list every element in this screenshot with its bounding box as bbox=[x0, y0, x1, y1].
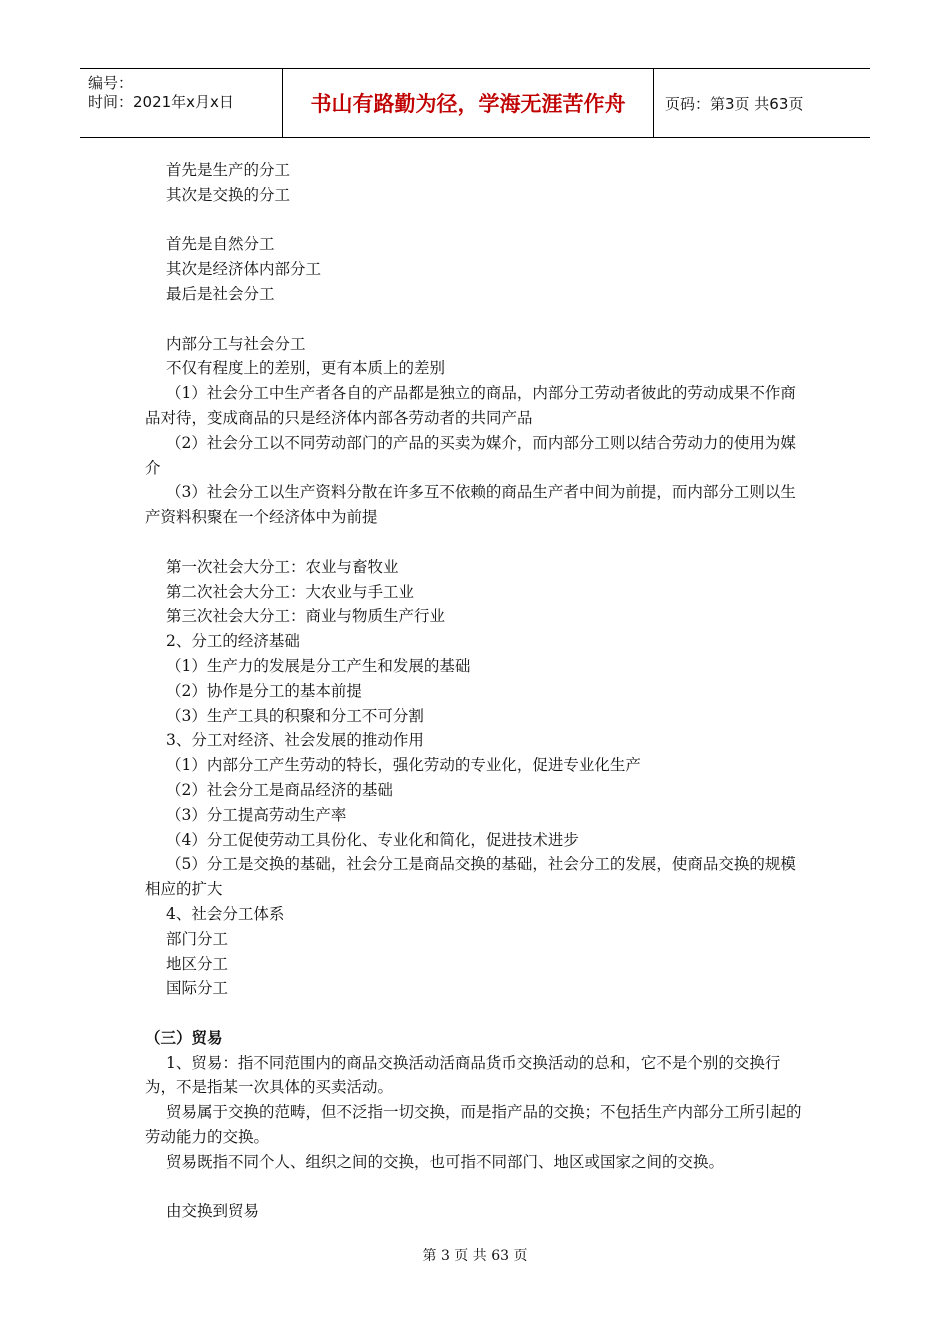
paragraph: （1）生产力的发展是分工产生和发展的基础 bbox=[166, 656, 471, 675]
paragraph: 地区分工 bbox=[166, 954, 229, 973]
paragraph: （3）分工提高劳动生产率 bbox=[166, 805, 347, 824]
document-body bbox=[145, 158, 805, 1224]
section-heading: （三）贸易 bbox=[145, 1027, 223, 1047]
paragraph: （5）分工是交换的基础，社会分工是商品交换的基础，社会分工的发展，使商品交换的规模相应的扩大 bbox=[145, 855, 796, 899]
paragraph: 第二次社会大分工：大农业与手工业 bbox=[166, 582, 415, 601]
paragraph: （1）内部分工产生劳动的特长，强化劳动的专业化，促进专业化生产 bbox=[166, 756, 641, 775]
paragraph: （4）分工促使劳动工具份化、专业化和简化，促进技术进步 bbox=[166, 830, 579, 849]
paragraph: 第一次社会大分工：农业与畜牧业 bbox=[166, 557, 399, 576]
paragraph: （2）社会分工是商品经济的基础 bbox=[166, 780, 393, 799]
paragraph: （3）生产工具的积聚和分工不可分割 bbox=[166, 706, 424, 725]
paragraph: 其次是交换的分工 bbox=[166, 185, 291, 204]
page-footer: 第 3 页 共 63 页 bbox=[422, 1248, 528, 1264]
paragraph: 国际分工 bbox=[166, 979, 229, 998]
paragraph: 由交换到贸易 bbox=[166, 1202, 260, 1221]
header-meta bbox=[80, 69, 280, 137]
paragraph: 首先是生产的分工 bbox=[166, 161, 291, 179]
header-page-info: 页码：第3页 共63页 bbox=[665, 94, 804, 113]
header-motto: 书山有路勤为径，学海无涯苦作舟 bbox=[282, 69, 654, 137]
paragraph: 第三次社会大分工：商业与物质生产行业 bbox=[166, 607, 446, 626]
paragraph: 不仅有程度上的差别，更有本质上的差别 bbox=[166, 359, 446, 378]
page-header bbox=[80, 68, 870, 138]
section-heading: 4、社会分工体系 bbox=[166, 904, 285, 923]
paragraph: 贸易属于交换的范畴，但不泛指一切交换，而是指产品的交换；不包括生产内部分工所引起的劳动能力的交换。 bbox=[145, 1103, 802, 1147]
paragraph: （2）社会分工以不同劳动部门的产品的买卖为媒介，而内部分工则以结合劳动力的使用为媒介 bbox=[145, 433, 796, 477]
date-label: 时间：2021年x月x日 bbox=[88, 93, 234, 111]
paragraph: 首先是自然分工 bbox=[166, 235, 275, 254]
paragraph: 贸易既指不同个人、组织之间的交换，也可指不同部门、地区或国家之间的交换。 bbox=[166, 1152, 725, 1171]
paragraph: 最后是社会分工 bbox=[166, 284, 275, 303]
section-heading: 3、分工对经济、社会发展的推动作用 bbox=[166, 731, 424, 750]
paragraph: （1）社会分工中生产者各自的产品都是独立的商品，内部分工劳动者彼此的劳动成果不作商品对待，变成商品的只是经济体内部各劳动者的共同产品 bbox=[145, 384, 796, 427]
paragraph: 部门分工 bbox=[166, 929, 229, 948]
paragraph: （2）协作是分工的基本前提 bbox=[166, 681, 362, 700]
serial-label: 编号： bbox=[88, 74, 134, 92]
section-heading: 2、分工的经济基础 bbox=[166, 632, 300, 651]
paragraph: 内部分工与社会分工 bbox=[166, 334, 306, 353]
paragraph: 1、贸易：指不同范围内的商品交换活动活商品货币交换活动的总和，它不是个别的交换行为，不是指某一次具体的买卖活动。 bbox=[145, 1053, 781, 1097]
paragraph: 其次是经济体内部分工 bbox=[166, 260, 322, 279]
paragraph: （3）社会分工以生产资料分散在许多互不依赖的商品生产者中间为前提，而内部分工则以生产资料积聚在一个经济体中为前提 bbox=[145, 483, 796, 527]
